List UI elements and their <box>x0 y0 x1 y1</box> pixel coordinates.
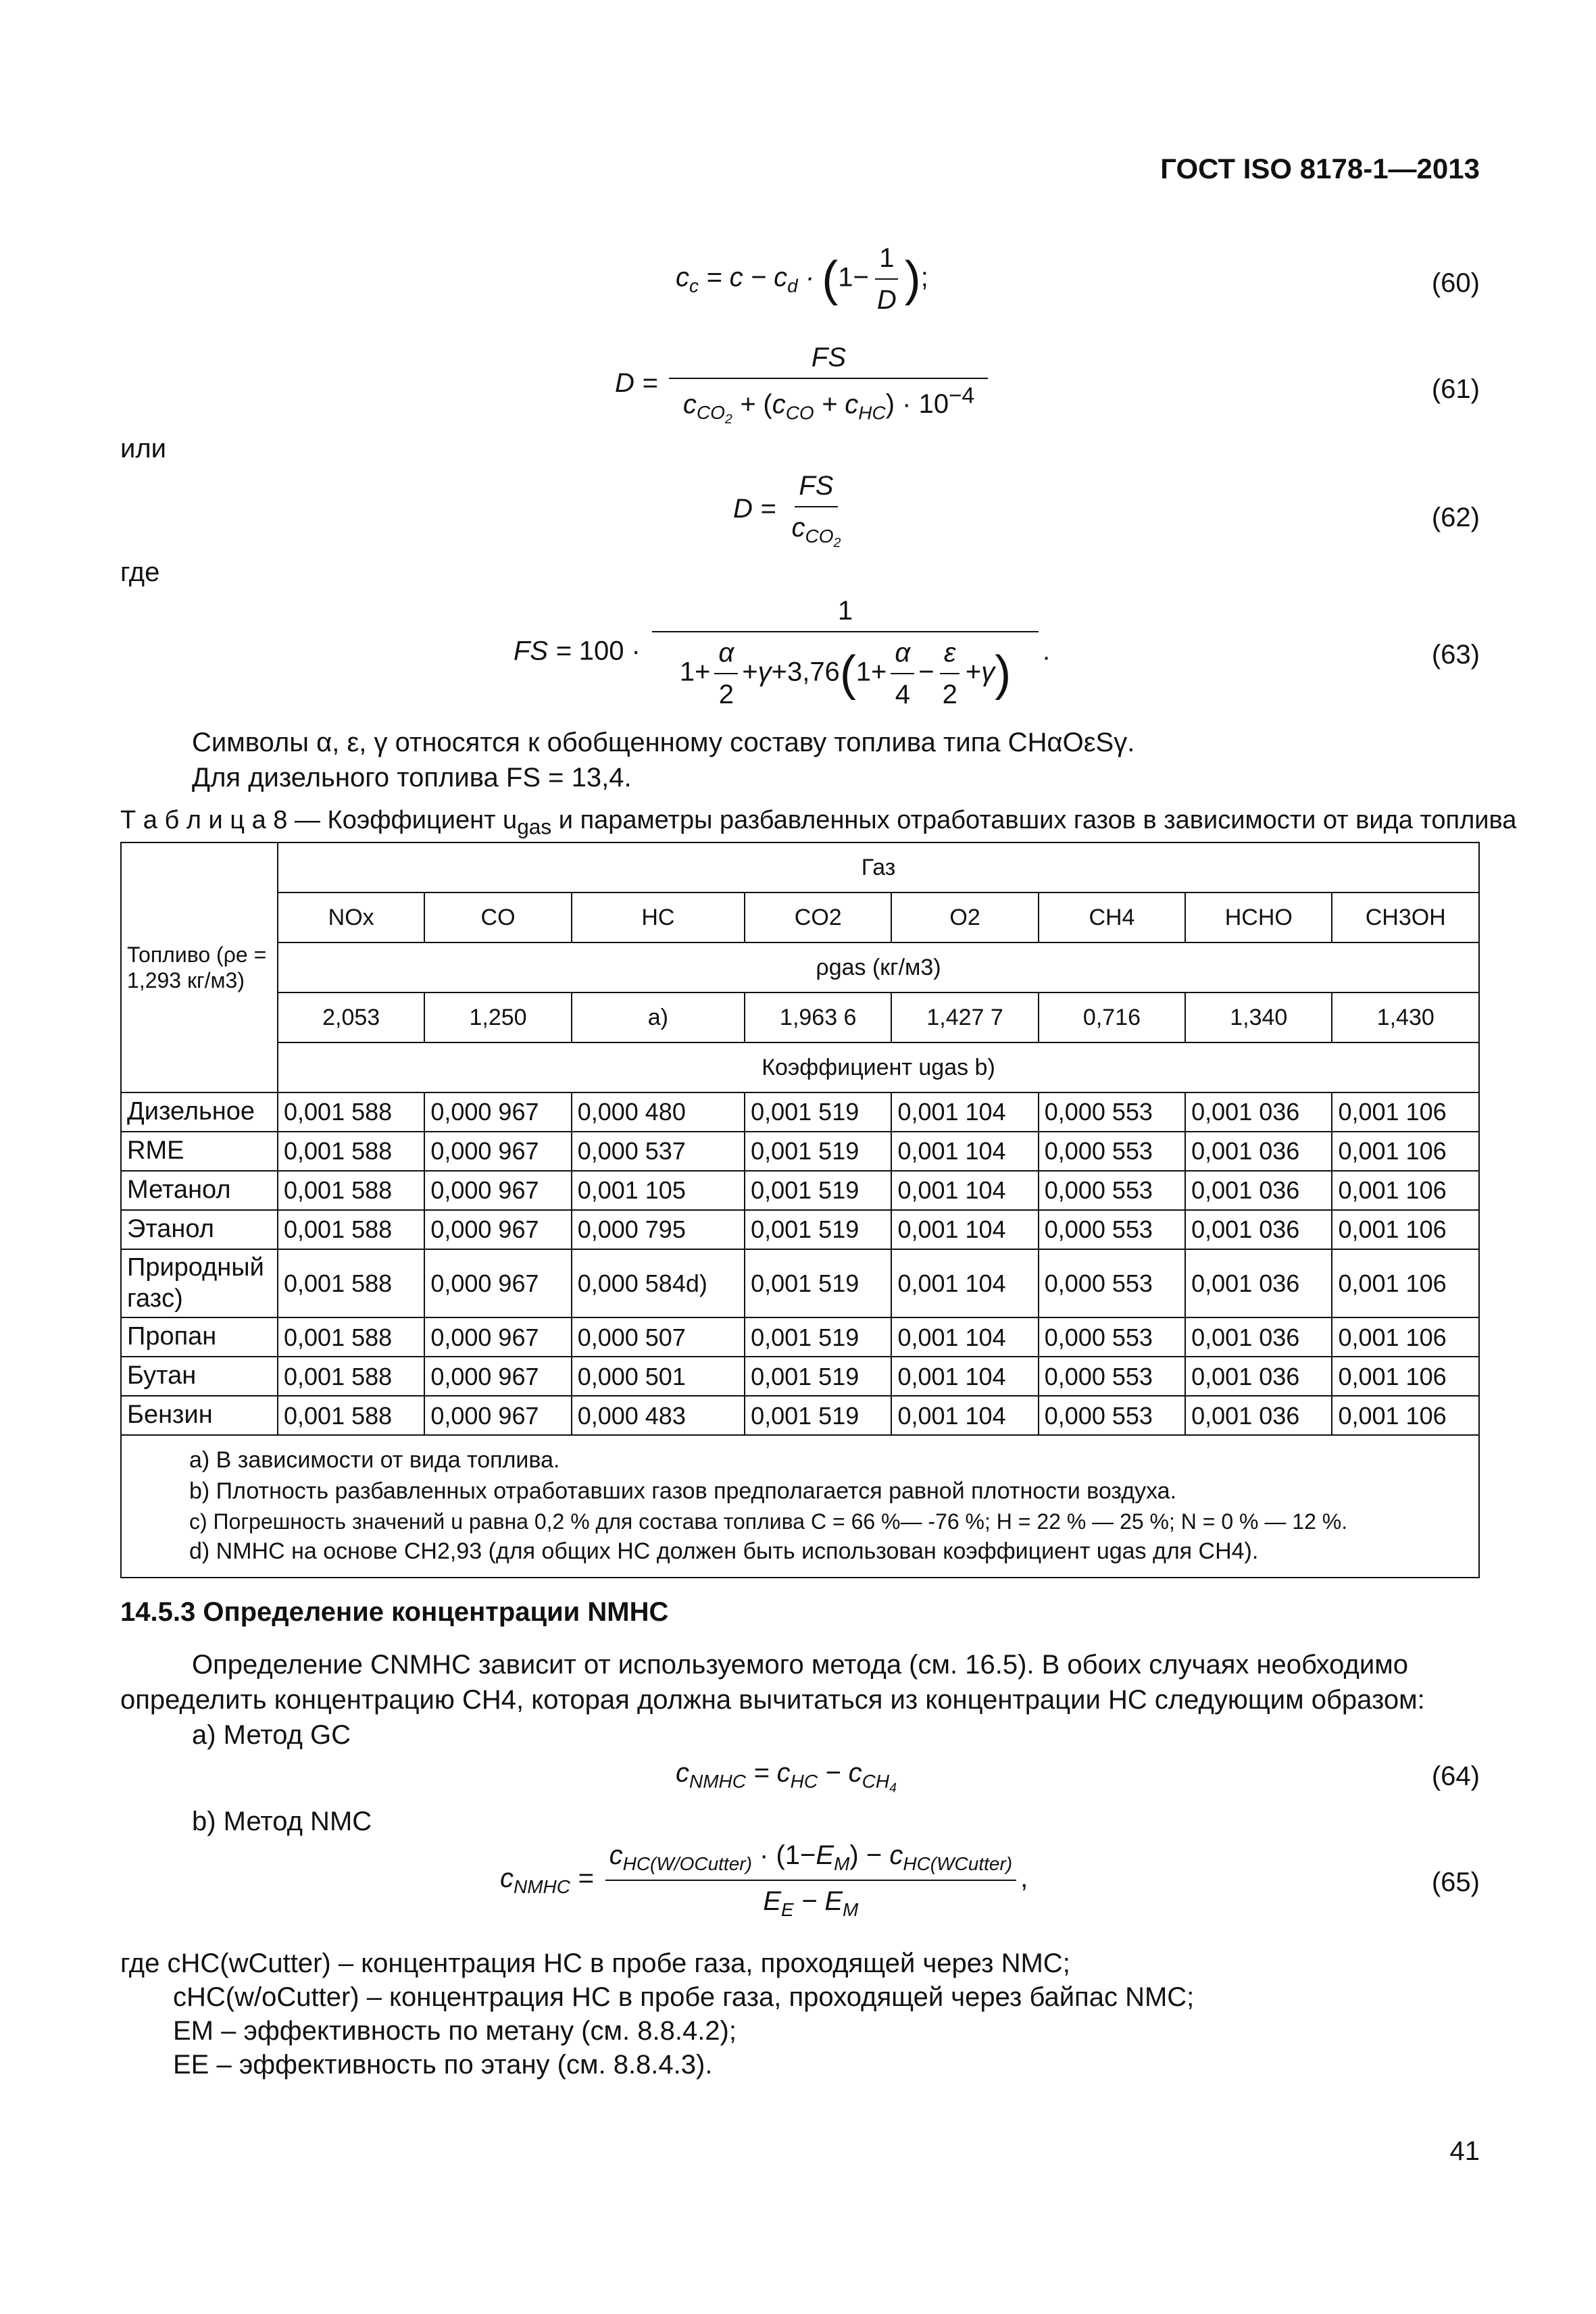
coefficient-header: Коэффициент ugas b) <box>278 1042 1479 1092</box>
coefficient-cell: 0,001 588 <box>278 1357 424 1396</box>
coefficient-cell: 0,001 105 <box>572 1171 745 1210</box>
coefficient-cell: 0,001 036 <box>1185 1396 1332 1435</box>
footnote-c: c) Погрешность значений u равна 0,2 % для состава топлива C = 66 %— -76 %; H = 22 % — 25 %; N = 0 % — 12 %. <box>189 1509 1348 1534</box>
paragraph-line-1: Определение CNMHC зависит от используемого метода (см. 16.5). В обоих случаях необходимо <box>192 1650 1408 1680</box>
coefficient-cell: 0,001 106 <box>1332 1132 1479 1171</box>
where-item: EM – эффективность по метану (см. 8.8.4.2); <box>173 2016 737 2046</box>
coefficient-cell: 0,001 104 <box>891 1249 1038 1317</box>
coefficient-cell: 0,000 553 <box>1039 1092 1185 1132</box>
gas-header-hcho: HCHO <box>1185 892 1332 942</box>
table-row <box>121 1171 1479 1210</box>
where-item: где cHC(wCutter) – концентрация HC в пробе газа, проходящей через NMC; <box>120 1948 1070 1978</box>
fuel-name: Бензин <box>121 1396 278 1435</box>
coefficient-cell: 0,001 104 <box>891 1171 1038 1210</box>
coefficient-cell: 0,001 104 <box>891 1357 1038 1396</box>
gas-header-o2: O2 <box>891 892 1038 942</box>
gas-header-co: CO <box>424 892 571 942</box>
coefficient-cell: 0,001 588 <box>278 1171 424 1210</box>
coefficient-cell: 0,000 553 <box>1039 1171 1185 1210</box>
diesel-fs-line: Для дизельного топлива FS = 13,4. <box>192 763 632 793</box>
coefficient-cell: 0,001 104 <box>891 1092 1038 1132</box>
coefficient-cell: 0,001 036 <box>1185 1357 1332 1396</box>
coefficient-cell: 0,001 106 <box>1332 1092 1479 1132</box>
fuel-name: Этанол <box>121 1210 278 1249</box>
text-gde: где <box>120 557 160 587</box>
coefficient-cell: 0,000 537 <box>572 1132 745 1171</box>
density-value: 2,053 <box>278 992 424 1042</box>
paragraph-line-2: определить концентрацию CH4, которая должна вычитаться из концентрации HC следующим образом: <box>120 1685 1425 1715</box>
gas-header-hc: HC <box>572 892 745 942</box>
coefficient-cell: 0,001 104 <box>891 1396 1038 1435</box>
coefficient-cell: 0,001 104 <box>891 1210 1038 1249</box>
equation-63-number: (63) <box>1431 640 1480 670</box>
section-title: 14.5.3 Определение концентрации NMHC <box>120 1597 669 1627</box>
density-value: 1,427 7 <box>891 992 1038 1042</box>
equation-63: FS = 100 · 1 1+ $\frac{\alpha}{2}$ +γ+3,76(1+ $\frac{\alpha}{4}$ − $\frac{\varepsilon}{2}$ +γ) . <box>514 596 1051 709</box>
footnote-b: b) Плотность разбавленных отработавших газов предполагается равной плотности воздуха. <box>189 1478 1177 1505</box>
fuel-name: Дизельное <box>121 1092 278 1132</box>
coefficient-cell: 0,000 795 <box>572 1210 745 1249</box>
coefficient-cell: 0,001 588 <box>278 1396 424 1435</box>
table-row <box>121 1317 1479 1357</box>
equation-61: D = $\frac{FS}{c_{CO_2} + (c_{CO} + c_{HC}) \cdot 10^{-4}}$ <box>615 341 992 428</box>
coefficient-cell: 0,001 519 <box>745 1092 891 1132</box>
equation-61-number: (61) <box>1431 374 1480 404</box>
footnote-a: a) В зависимости от вида топлива. <box>189 1447 560 1474</box>
coefficient-cell: 0,001 588 <box>278 1317 424 1357</box>
density-value: 1,340 <box>1185 992 1332 1042</box>
equation-60-number: (60) <box>1431 268 1480 298</box>
coefficient-cell: 0,001 519 <box>745 1317 891 1357</box>
fuel-name: RME <box>121 1132 278 1171</box>
coefficient-cell: 0,000 553 <box>1039 1317 1185 1357</box>
page-number: 41 <box>1449 2136 1480 2166</box>
coefficient-cell: 0,001 106 <box>1332 1171 1479 1210</box>
table-footnotes <box>121 1435 1479 1578</box>
density-header: ρgas (кг/м3) <box>278 942 1479 992</box>
coefficient-cell: 0,001 588 <box>278 1132 424 1171</box>
symbols-line: Символы α, ε, γ относятся к обобщенному составу топлива типа CHαOεSγ. <box>192 728 1135 757</box>
coefficient-cell: 0,001 036 <box>1185 1092 1332 1132</box>
coefficient-cell: 0,001 036 <box>1185 1210 1332 1249</box>
coefficient-cell: 0,001 036 <box>1185 1249 1332 1317</box>
density-value: 0,716 <box>1039 992 1185 1042</box>
coefficient-cell: 0,001 519 <box>745 1171 891 1210</box>
gas-header-ch3oh: CH3OH <box>1332 892 1479 942</box>
coefficient-cell: 0,000 507 <box>572 1317 745 1357</box>
density-value: a) <box>572 992 745 1042</box>
fuel-column-header: Топливо (ρe = 1,293 кг/м3) <box>121 842 278 1092</box>
coefficient-cell: 0,000 967 <box>424 1317 571 1357</box>
coefficient-cell: 0,001 104 <box>891 1317 1038 1357</box>
density-value: 1,430 <box>1332 992 1479 1042</box>
coefficient-cell: 0,001 588 <box>278 1092 424 1132</box>
table-8 <box>120 842 1480 1578</box>
table-row <box>121 1357 1479 1396</box>
coefficient-cell: 0,000 967 <box>424 1210 571 1249</box>
equation-65-number: (65) <box>1431 1867 1480 1897</box>
coefficient-cell: 0,001 519 <box>745 1210 891 1249</box>
gas-header-nox: NOx <box>278 892 424 942</box>
coefficient-cell: 0,000 967 <box>424 1132 571 1171</box>
coefficient-cell: 0,001 519 <box>745 1249 891 1317</box>
table-row <box>121 1092 1479 1132</box>
table-row <box>121 1249 1479 1317</box>
method-a-label: а) Метод GC <box>192 1720 351 1750</box>
coefficient-cell: 0,001 036 <box>1185 1132 1332 1171</box>
coefficient-cell: 0,001 036 <box>1185 1317 1332 1357</box>
coefficient-cell: 0,001 106 <box>1332 1396 1479 1435</box>
coefficient-cell: 0,000 553 <box>1039 1249 1185 1317</box>
text-ili: или <box>120 434 167 463</box>
coefficient-cell: 0,001 106 <box>1332 1357 1479 1396</box>
coefficient-cell: 0,001 106 <box>1332 1249 1479 1317</box>
coefficient-cell: 0,000 967 <box>424 1092 571 1132</box>
equation-60: $c_c = c - c_d \cdot (1-$ $\frac{1}{D}$ ); <box>676 243 928 315</box>
coefficient-cell: 0,000 553 <box>1039 1132 1185 1171</box>
coefficient-cell: 0,000 553 <box>1039 1210 1185 1249</box>
equation-62-number: (62) <box>1431 503 1480 532</box>
coefficient-cell: 0,001 036 <box>1185 1171 1332 1210</box>
coefficient-cell: 0,001 519 <box>745 1396 891 1435</box>
coefficient-cell: 0,001 106 <box>1332 1317 1479 1357</box>
method-b-label: b) Метод NMC <box>192 1807 372 1836</box>
fuel-name: Бутан <box>121 1357 278 1396</box>
equation-64: $c_{NMHC} = c_{HC} - c_{CH_4}$ <box>676 1758 897 1796</box>
equation-64-number: (64) <box>1431 1761 1480 1791</box>
table-row <box>121 1396 1479 1435</box>
coefficient-cell: 0,001 106 <box>1332 1210 1479 1249</box>
gas-group-header: Газ <box>278 842 1479 892</box>
coefficient-cell: 0,000 967 <box>424 1396 571 1435</box>
equation-65: $c_{NMHC}$ = $\frac{c_{HC(W/OCutter)} \cdot (1-E_M) - c_{HC(WCutter)}}{E_E - E_M}$ , <box>500 1840 1028 1920</box>
coefficient-cell: 0,001 588 <box>278 1249 424 1317</box>
coefficient-cell: 0,000 967 <box>424 1249 571 1317</box>
fuel-name: Пропан <box>121 1317 278 1357</box>
where-item: EE – эффективность по этану (см. 8.8.4.3). <box>173 2050 713 2080</box>
coefficient-cell: 0,001 588 <box>278 1210 424 1249</box>
coefficient-cell: 0,000 967 <box>424 1171 571 1210</box>
coefficient-cell: 0,000 501 <box>572 1357 745 1396</box>
where-item: cHC(w/oCutter) – концентрация HC в пробе газа, проходящей через байпас NMC; <box>173 1982 1195 2012</box>
gas-header-co2: CO2 <box>745 892 891 942</box>
equation-62: D = $\frac{FS}{c_{CO_2}}$ <box>733 471 841 551</box>
document-standard-header: ГОСТ ISO 8178-1—2013 <box>1160 153 1480 184</box>
table-8-caption: Т а б л и ц а 8 — Коэффициент $u_{gas}$ и параметры разбавленных отработавших газов в зависимости от вида топлива <box>120 806 1517 839</box>
gas-header-ch4: CH4 <box>1039 892 1185 942</box>
coefficient-cell: 0,000 967 <box>424 1357 571 1396</box>
table-row <box>121 1132 1479 1171</box>
fuel-name: Природный газc) <box>121 1249 278 1317</box>
fuel-name: Метанол <box>121 1171 278 1210</box>
density-value: 1,250 <box>424 992 571 1042</box>
coefficient-cell: 0,000 553 <box>1039 1357 1185 1396</box>
coefficient-cell: 0,001 519 <box>745 1132 891 1171</box>
table-row <box>121 1210 1479 1249</box>
footnote-d: d) NMHC на основе CH2,93 (для общих HC должен быть использован коэффициент ugas для CH4). <box>189 1538 1259 1565</box>
density-value: 1,963 6 <box>745 992 891 1042</box>
coefficient-cell: 0,000 553 <box>1039 1396 1185 1435</box>
coefficient-cell: 0,000 480 <box>572 1092 745 1132</box>
coefficient-cell: 0,000 584d) <box>572 1249 745 1317</box>
coefficient-cell: 0,001 104 <box>891 1132 1038 1171</box>
coefficient-cell: 0,001 519 <box>745 1357 891 1396</box>
coefficient-cell: 0,000 483 <box>572 1396 745 1435</box>
